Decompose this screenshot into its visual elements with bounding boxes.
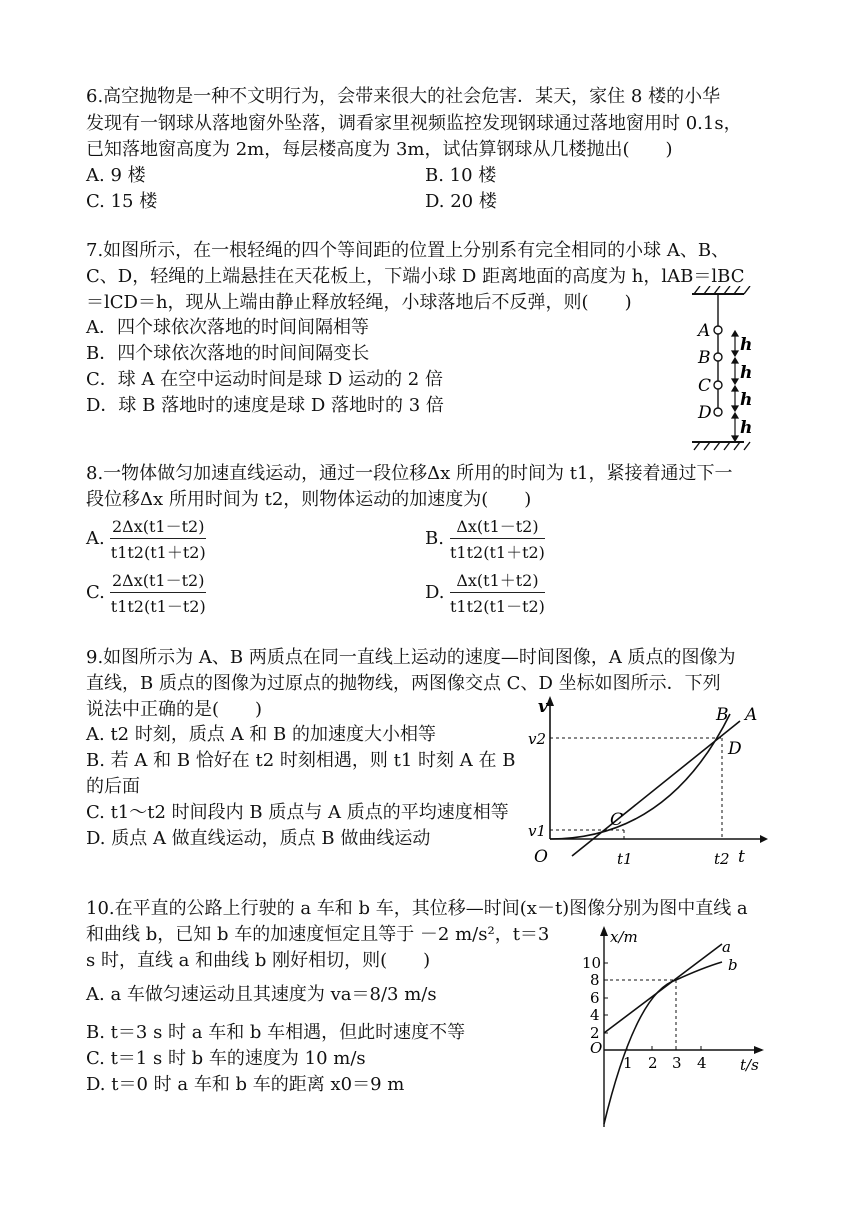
q9-label-c: C	[610, 810, 624, 830]
q10-line-1: 10.在平直的公路上行驶的 a 车和 b 车，其位移—时间(x－t)图像分别为图中直线 a	[86, 898, 748, 919]
q7-ball-b	[714, 353, 722, 361]
q8-option-c-numerator: 2Δx(t1－t2)	[110, 568, 206, 593]
q6-option-b: B. 10 楼	[425, 165, 497, 186]
q7-h-label-4: h	[740, 418, 753, 438]
q7-line-1: 7.如图所示，在一根轻绳的四个等间距的位置上分别系有完全相同的小球 A、B、	[86, 240, 730, 261]
q10-line-2: 和曲线 b，已知 b 车的加速度恒定且等于 －2 m/s²，t＝3	[86, 924, 550, 945]
q7-h-label-2: h	[740, 363, 753, 383]
q9-origin: O	[534, 847, 548, 867]
q8-option-d-fraction	[450, 568, 545, 617]
q9-option-c: C. t1～t2 时间段内 B 质点与 A 质点的平均速度相等	[86, 802, 509, 823]
q9-line-2: 直线，B 质点的图像为过原点的抛物线，两图像交点 C、D 坐标如图所示．下列	[86, 673, 721, 694]
q6-option-d: D. 20 楼	[425, 191, 497, 212]
q7-rope-figure	[680, 286, 760, 458]
q9-label-d: D	[728, 739, 742, 759]
q9-label-b: B	[716, 705, 729, 725]
q10-axis-x: x/m	[610, 928, 638, 946]
q10-option-d: D. t＝0 时 a 车和 b 车的距离 x0＝9 m	[86, 1074, 405, 1095]
q9-option-b: B. 若 A 和 B 恰好在 t2 时刻相遇，则 t1 时刻 A 在 B	[86, 750, 516, 771]
q9-axis-t: t	[738, 847, 745, 867]
q6-line-1: 6.高空抛物是一种不文明行为，会带来很大的社会危害．某天，家住 8 楼的小华	[86, 86, 721, 107]
q7-line-3: ＝lCD＝h，现从上端由静止释放轻绳，小球落地后不反弹，则( )	[86, 292, 632, 313]
q10-ytick-2: 2	[590, 1024, 600, 1042]
q7-ball-c	[714, 381, 722, 389]
q7-label-c: C	[698, 376, 712, 396]
q10-ytick-6: 6	[590, 989, 600, 1007]
q10-label-a: a	[722, 938, 731, 956]
q9-tick-v2: v2	[528, 730, 547, 748]
q9-tick-t2: t2	[714, 850, 730, 868]
q7-option-a: A．四个球依次落地的时间间隔相等	[86, 317, 369, 338]
q8-option-a-fraction	[110, 514, 206, 563]
q10-option-a: A. a 车做匀速运动且其速度为 va＝8/3 m/s	[86, 984, 437, 1005]
q10-xtick-3: 3	[672, 1054, 682, 1072]
q8-option-a-numerator: 2Δx(t1－t2)	[110, 514, 206, 539]
q10-ytick-10: 10	[582, 954, 602, 972]
q9-tick-v1: v1	[528, 822, 547, 840]
q6-option-a: A. 9 楼	[86, 165, 146, 186]
q10-axis-t: t/s	[740, 1056, 759, 1074]
q8-option-c-letter: C.	[86, 582, 105, 603]
q8-option-a-letter: A.	[86, 528, 105, 549]
q8-option-b-letter: B.	[425, 528, 444, 549]
q7-h-label-1: h	[740, 335, 753, 355]
q10-curve-b	[604, 962, 722, 1124]
q10-origin: O	[590, 1039, 603, 1057]
q7-label-a: A	[698, 321, 711, 341]
q9-curve-b	[550, 714, 730, 839]
q8-option-b-numerator: Δx(t1－t2)	[450, 514, 545, 539]
q7-line-2: C、D，轻绳的上端悬挂在天花板上，下端小球 D 距离地面的高度为 h，lAB＝lBC	[86, 266, 745, 287]
q8-option-a-denominator: t1t2(t1＋t2)	[110, 543, 206, 562]
q6-line-2: 发现有一钢球从落地窗外坠落，调看家里视频监控发现钢球通过落地窗用时 0.1s，	[86, 113, 742, 134]
q10-xtick-4: 4	[697, 1054, 707, 1072]
q10-line-3: s 时，直线 a 和曲线 b 刚好相切，则( )	[86, 950, 431, 971]
q10-ytick-4: 4	[590, 1006, 600, 1024]
q8-option-d-denominator: t1t2(t1－t2)	[450, 597, 545, 616]
q9-label-a: A	[745, 705, 758, 725]
q8-option-b-denominator: t1t2(t1＋t2)	[450, 543, 545, 562]
q6-option-c: C. 15 楼	[86, 191, 158, 212]
q8-option-d-numerator: Δx(t1＋t2)	[450, 568, 545, 593]
q8-line-2: 段位移Δx 所用时间为 t2，则物体运动的加速度为( )	[86, 489, 532, 510]
q7-label-d: D	[698, 403, 712, 423]
q8-option-c-denominator: t1t2(t1－t2)	[110, 597, 206, 616]
q7-h-label-3: h	[740, 390, 753, 410]
q9-option-d: D. 质点 A 做直线运动，质点 B 做曲线运动	[86, 828, 431, 849]
q10-label-b: b	[728, 956, 738, 974]
q8-option-b-fraction	[450, 514, 545, 563]
q7-option-b: B．四个球依次落地的时间间隔变长	[86, 343, 370, 364]
q10-xtick-1: 1	[623, 1054, 633, 1072]
q8-option-c-fraction	[110, 568, 206, 617]
q7-option-c: C．球 A 在空中运动时间是球 D 运动的 2 倍	[86, 369, 443, 390]
q8-line-1: 8.一物体做匀加速直线运动，通过一段位移Δx 所用的时间为 t1，紧接着通过下一	[86, 463, 733, 484]
q9-option-b-cont: 的后面	[86, 776, 140, 797]
q10-line-a	[604, 944, 722, 1033]
q9-option-a: A. t2 时刻，质点 A 和 B 的加速度大小相等	[86, 724, 436, 745]
q9-line-3: 说法中正确的是( )	[86, 699, 263, 720]
q10-xt-graph	[576, 922, 772, 1132]
q10-option-b: B. t＝3 s 时 a 车和 b 车相遇，但此时速度不等	[86, 1022, 466, 1043]
q9-line-1: 9.如图所示为 A、B 两质点在同一直线上运动的速度—时间图像，A 质点的图像为	[86, 647, 736, 668]
q10-xtick-2: 2	[648, 1054, 658, 1072]
q7-ball-a	[714, 326, 722, 334]
q7-option-d: D．球 B 落地时的速度是球 D 落地时的 3 倍	[86, 395, 444, 416]
q7-label-b: B	[698, 348, 711, 368]
q6-line-3: 已知落地窗高度为 2m，每层楼高度为 3m，试估算钢球从几楼抛出( )	[86, 139, 673, 160]
q9-tick-t1: t1	[617, 850, 633, 868]
q10-option-c: C. t＝1 s 时 b 车的速度为 10 m/s	[86, 1048, 366, 1069]
q10-ytick-8: 8	[590, 971, 600, 989]
q7-ball-d	[714, 408, 722, 416]
q9-vt-graph	[528, 692, 772, 872]
q8-option-d-letter: D.	[425, 582, 445, 603]
q9-axis-v: v	[538, 697, 548, 717]
